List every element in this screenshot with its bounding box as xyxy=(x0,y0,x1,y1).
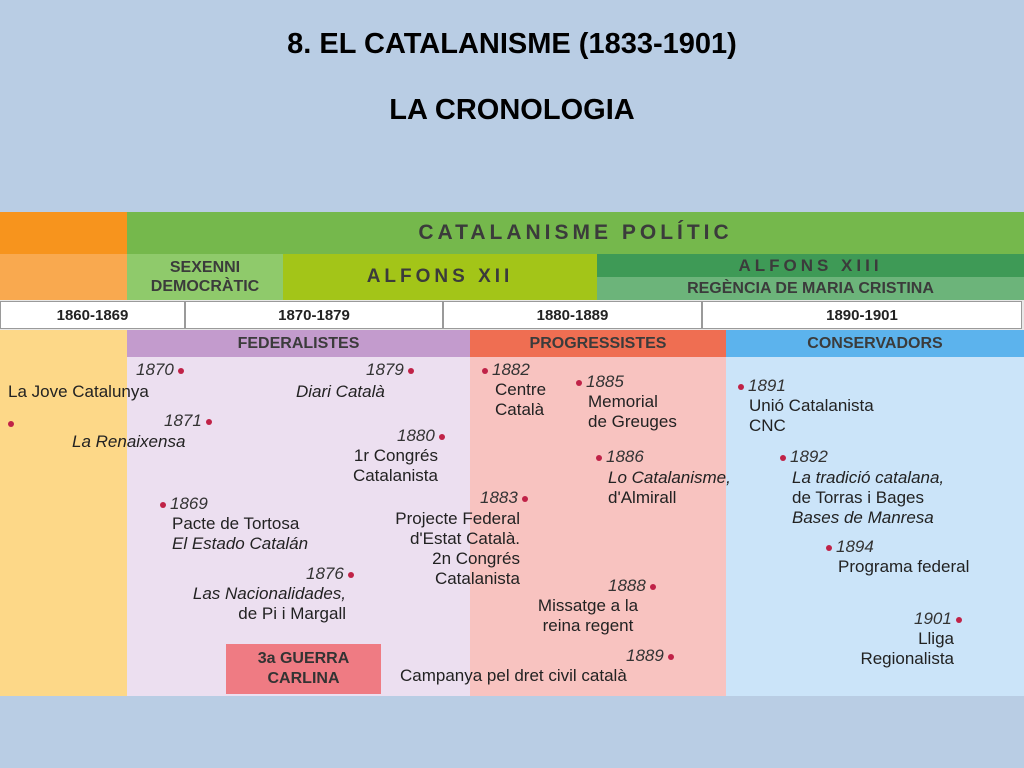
event-1891: 1891 xyxy=(734,376,786,396)
event-dot-icon xyxy=(780,455,786,461)
event-1876-text: Las Nacionalidades, de Pi i Margall xyxy=(192,584,346,623)
catalanisme-politic-header: CATALANISME POLÍTIC xyxy=(127,212,1024,254)
event-1882-text: Centre Català xyxy=(495,380,547,419)
event-1871: 1871 xyxy=(164,411,216,431)
event-1885: 1885 xyxy=(572,372,624,392)
event-1879-text: Diari Català xyxy=(296,382,385,401)
event-1885-text: Memorial de Greuges xyxy=(588,392,677,431)
guerra-line1: 3a GUERRA xyxy=(257,650,350,667)
conservadors-header: CONSERVADORS xyxy=(726,330,1024,357)
event-dot-icon xyxy=(668,654,674,660)
orange-header-block xyxy=(0,212,127,254)
period-1880: 1880-1889 xyxy=(443,301,702,329)
event-dot-icon xyxy=(956,617,962,623)
guerra-line2: CARLINA xyxy=(267,670,340,687)
event-dot-icon xyxy=(826,545,832,551)
orange-sub-block xyxy=(0,254,127,300)
event-dot-icon xyxy=(160,502,166,508)
event-1880: 1880 xyxy=(397,426,449,446)
event-dot-icon xyxy=(439,434,445,440)
sexenni-line1: SEXENNI xyxy=(169,259,241,276)
event-1883: 1883 xyxy=(480,488,532,508)
event-1886-text: Lo Catalanisme, d'Almirall xyxy=(608,468,731,507)
event-1886: 1886 xyxy=(592,447,644,467)
event-dot-icon xyxy=(178,368,184,374)
event-1869-text: Pacte de Tortosa El Estado Catalán xyxy=(172,514,309,553)
event-dot-icon xyxy=(738,384,744,390)
event-dot-icon xyxy=(206,419,212,425)
event-1888: 1888 xyxy=(608,576,660,596)
sexenni-line2: DEMOCRÀTIC xyxy=(150,278,260,295)
event-1870: 1870 xyxy=(136,360,188,380)
event-1901-text: Lliga Regionalista xyxy=(860,629,954,668)
slide-subtitle: LA CRONOLOGIA xyxy=(389,94,635,126)
event-1889-text: Campanya pel dret civil català xyxy=(400,666,627,685)
event-1883-text: Projecte Federal d'Estat Català. 2n Congrés Catalanista xyxy=(395,509,520,588)
period-1860: 1860-1869 xyxy=(0,301,185,329)
event-1871-text: La Renaixensa xyxy=(72,432,186,451)
event-dot-icon xyxy=(522,496,528,502)
period-1870: 1870-1879 xyxy=(185,301,443,329)
event-1892-text: La tradició catalana, de Torras i Bages Bases de Manresa xyxy=(792,468,945,527)
alfons-xii-header: ALFONS XII xyxy=(283,254,597,300)
event-1892: 1892 xyxy=(776,447,828,467)
event-1869: 1869 xyxy=(156,494,208,514)
event-dot-icon xyxy=(408,368,414,374)
chronology-table xyxy=(0,212,1024,696)
event-1882: 1882 xyxy=(478,360,530,380)
event-dot-early xyxy=(4,413,18,433)
event-1870-text: La Jove Catalunya xyxy=(8,382,149,401)
event-1889: 1889 xyxy=(626,646,678,666)
event-1894: 1894 xyxy=(822,537,874,557)
event-dot-icon xyxy=(8,421,14,427)
regencia-header: REGÈNCIA DE MARIA CRISTINA xyxy=(597,277,1024,300)
event-1891-text: Unió Catalanista CNC xyxy=(749,396,874,435)
period-1890: 1890-1901 xyxy=(702,301,1022,329)
event-1876: 1876 xyxy=(306,564,358,584)
event-dot-icon xyxy=(482,368,488,374)
event-1880-text: 1r Congrés Catalanista xyxy=(352,446,438,485)
sexenni-header xyxy=(127,254,283,300)
alfons-xiii-header: ALFONS XIII xyxy=(597,254,1024,277)
event-1879: 1879 xyxy=(366,360,418,380)
event-dot-icon xyxy=(650,584,656,590)
slide-title: 8. EL CATALANISME (1833-1901) xyxy=(287,28,737,60)
event-1901: 1901 xyxy=(914,609,966,629)
event-1894-text: Programa federal xyxy=(838,557,970,576)
event-1888-text: Missatge a la reina regent xyxy=(537,596,639,635)
guerra-carlina-box xyxy=(226,644,381,694)
federalistes-header: FEDERALISTES xyxy=(127,330,470,357)
event-dot-icon xyxy=(348,572,354,578)
progressistes-header: PROGRESSISTES xyxy=(470,330,726,357)
event-dot-icon xyxy=(596,455,602,461)
event-dot-icon xyxy=(576,380,582,386)
